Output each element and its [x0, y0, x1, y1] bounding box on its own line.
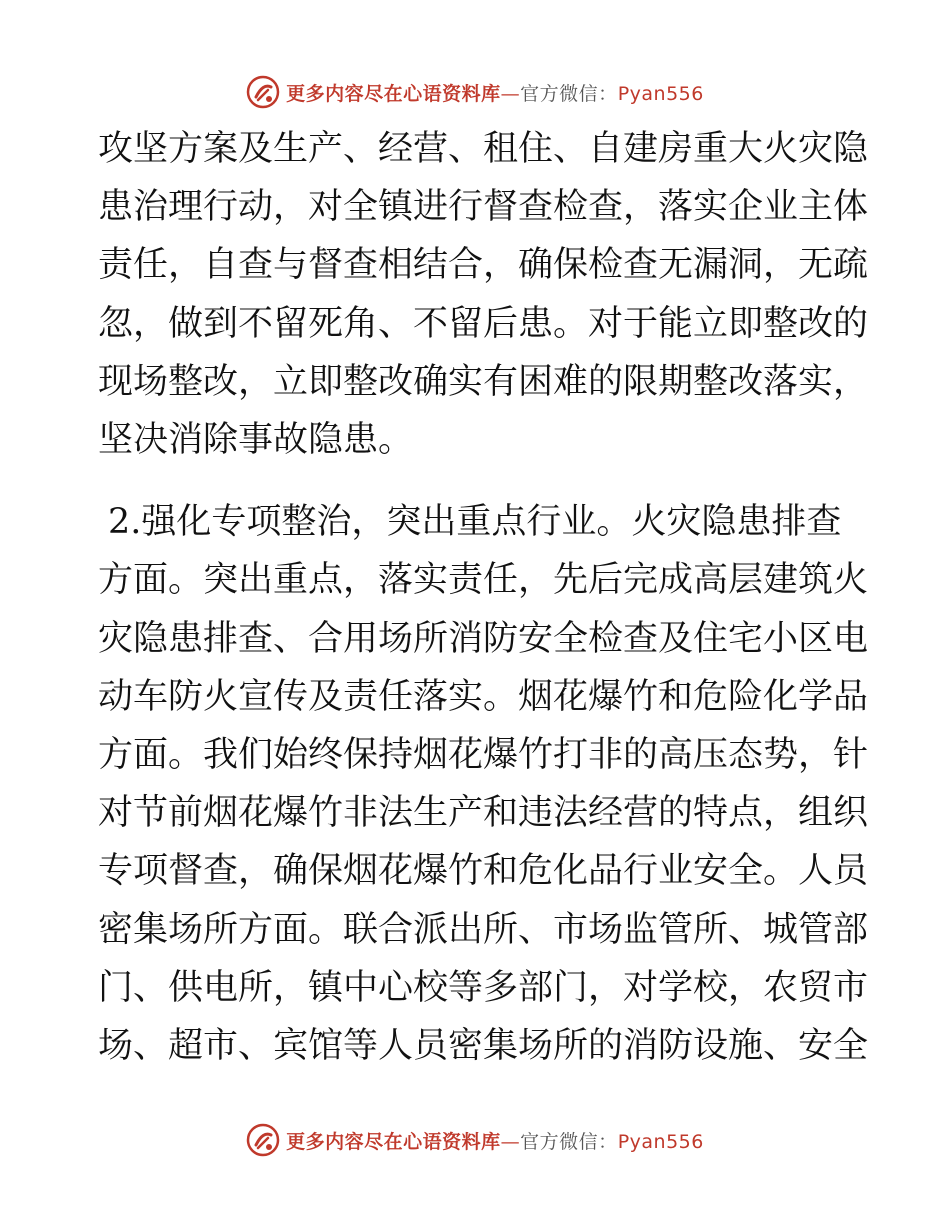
text-line: 密集场所方面。联合派出所、市场监管所、城管部: [98, 909, 869, 950]
text-line: 2.强化专项整治，突出重点行业。火灾隐患排查: [108, 502, 842, 543]
watermark-label: 官方微信：: [520, 82, 618, 105]
footer-watermark: [0, 1120, 950, 1160]
text-line: 专项督查，确保烟花爆竹和危化品行业安全。人员: [98, 851, 869, 892]
document-body: [98, 120, 869, 1075]
text-line: 现场整改，立即整改确实有困难的限期整改落实，: [98, 361, 869, 402]
header-watermark: [0, 72, 950, 112]
text-line: 场、超市、宾馆等人员密集场所的消防设施、安全: [98, 1026, 869, 1067]
watermark-label: 官方微信：: [520, 1130, 618, 1153]
watermark-brand: 更多内容尽在心语资料库: [286, 82, 501, 105]
paragraph-1: [98, 120, 869, 469]
text-line: 责任，自查与督查相结合，确保检查无漏洞，无疏: [98, 245, 869, 286]
text-line: 门、供电所，镇中心校等多部门，对学校，农贸市: [98, 967, 869, 1008]
text-line: 攻坚方案及生产、经营、租住、自建房重大火灾隐: [98, 129, 869, 169]
paragraph-2: [98, 493, 869, 1075]
watermark-dash: —: [500, 82, 521, 105]
watermark-text: [286, 1127, 704, 1154]
brand-logo-icon: [246, 75, 280, 109]
text-line: 方面。突出重点，落实责任，先后完成高层建筑火: [98, 560, 869, 601]
text-line: 患治理行动，对全镇进行督查检查，落实企业主体: [98, 187, 869, 228]
text-line: 坚决消除事故隐患。: [98, 420, 414, 461]
watermark-dash: —: [500, 1130, 521, 1153]
text-line: 忽，做到不留死角、不留后患。对于能立即整改的: [98, 303, 869, 344]
text-line: 对节前烟花爆竹非法生产和违法经营的特点，组织: [98, 793, 869, 834]
text-line: 灾隐患排查、合用场所消防安全检查及住宅小区电: [98, 618, 869, 659]
brand-logo-icon: [246, 1123, 280, 1157]
watermark-brand: 更多内容尽在心语资料库: [286, 1130, 501, 1153]
watermark-wechat-id: Pyan556: [617, 1130, 704, 1153]
watermark-text: [286, 79, 704, 106]
watermark-wechat-id: Pyan556: [617, 82, 704, 105]
text-line: 方面。我们始终保持烟花爆竹打非的高压态势，针: [98, 735, 869, 776]
text-line: 动车防火宣传及责任落实。烟花爆竹和危险化学品: [98, 676, 869, 717]
